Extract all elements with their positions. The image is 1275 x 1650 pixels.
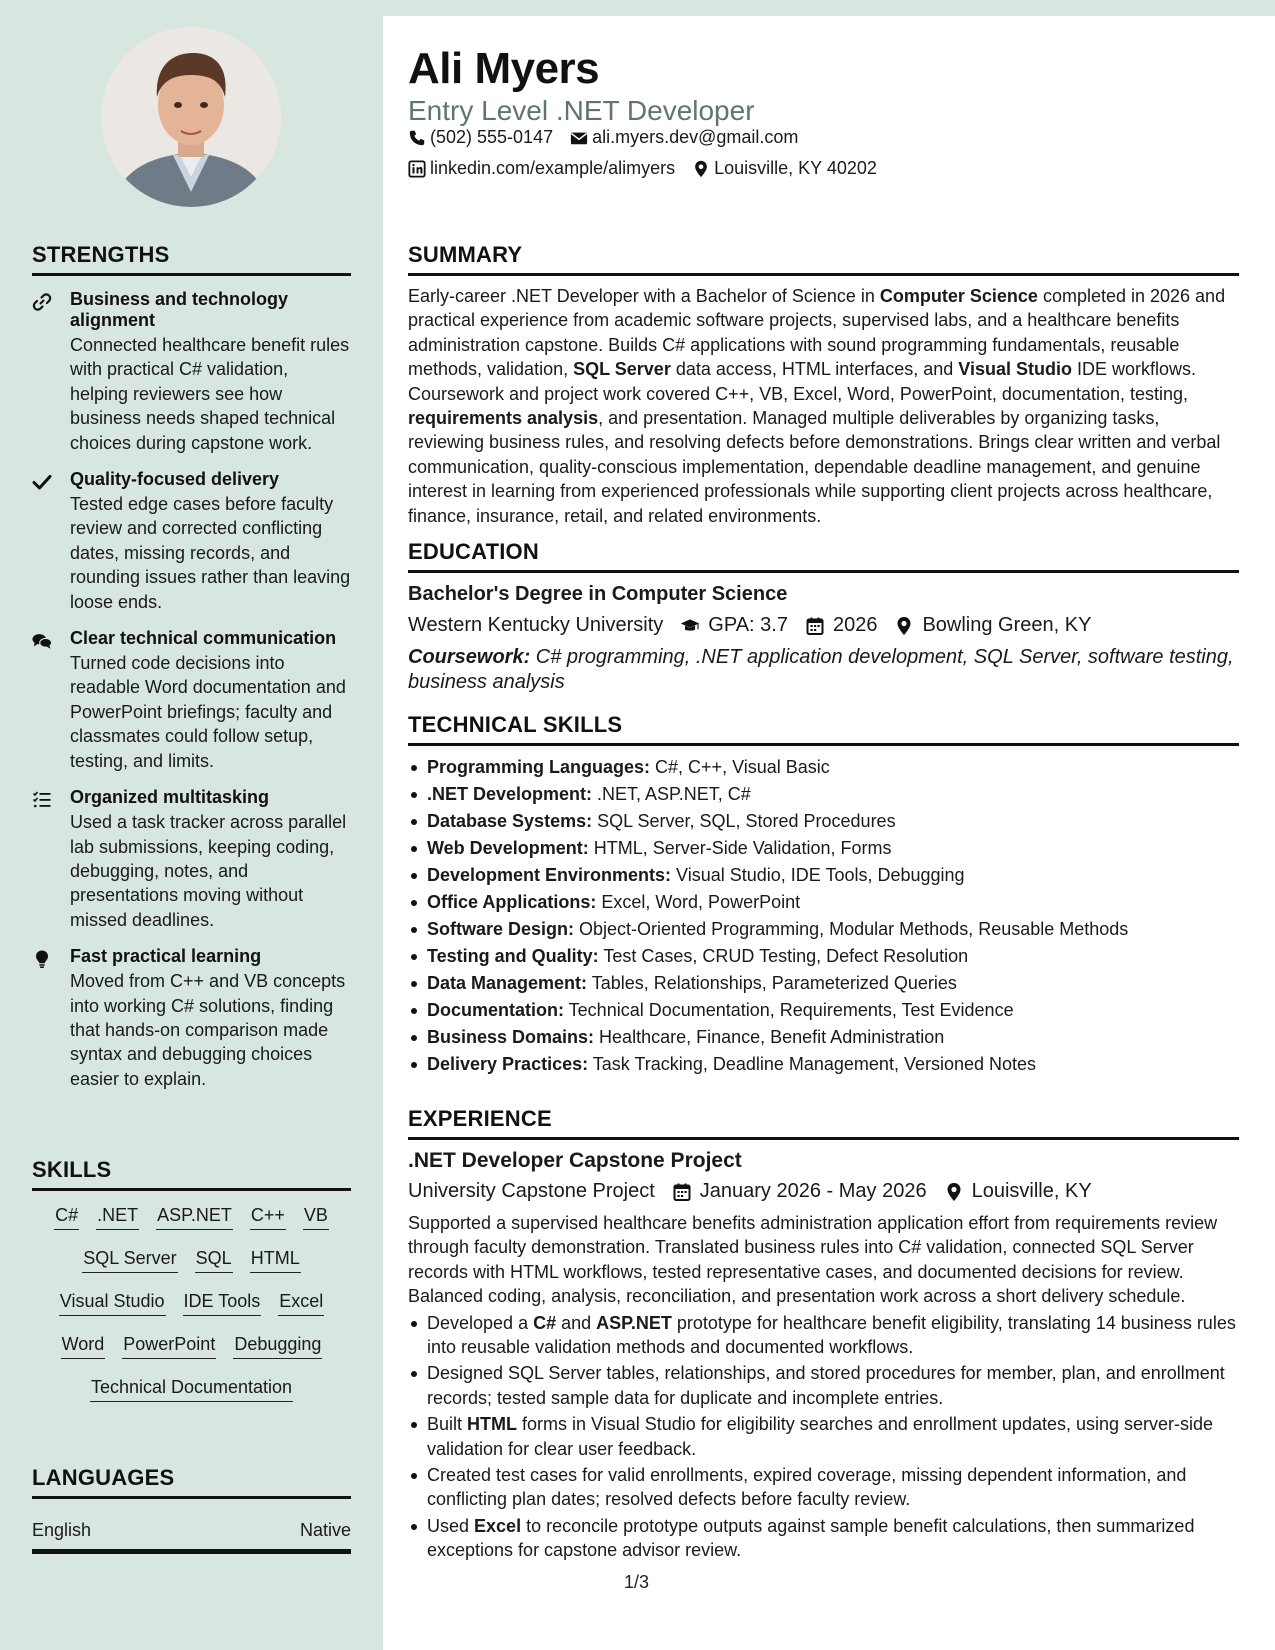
job-title: .NET Developer Capstone Project: [408, 1149, 742, 1172]
technical-skill-item: [408, 781, 1239, 808]
skill-chip: Excel: [278, 1289, 324, 1316]
lightbulb-icon: [32, 946, 70, 1091]
strength-item: [32, 628, 351, 773]
strengths-section: [32, 242, 351, 1105]
technical-skills-list: [408, 754, 1239, 1078]
skill-category: Delivery Practices:: [427, 1054, 589, 1074]
strength-description: Turned code decisions into readable Word documentation and PowerPoint briefings; faculty and classmates could follow setup, testing, and limits.: [70, 653, 346, 771]
summary-heading: SUMMARY: [408, 242, 1239, 276]
skill-chip: Debugging: [233, 1332, 322, 1359]
edu-location-item: [894, 614, 1091, 637]
technical-skill-item: [408, 862, 1239, 889]
year-item: [805, 614, 878, 637]
skill-category: Web Development:: [427, 838, 589, 858]
languages-heading: LANGUAGES: [32, 1465, 351, 1499]
profile-photo: [101, 27, 281, 207]
candidate-name: Ali Myers: [408, 44, 600, 93]
education-meta: [408, 614, 1239, 637]
text-run: data access, HTML interfaces, and: [670, 359, 959, 380]
technical-skill-item: [408, 808, 1239, 835]
page-number: 1/3: [624, 1572, 650, 1592]
skill-category: Data Management:: [427, 973, 588, 993]
technical-skill-item: [408, 997, 1239, 1024]
experience-section: [408, 1106, 1239, 1565]
strengths-list: [32, 289, 351, 1091]
skill-values: Technical Documentation, Requirements, Test Evidence: [564, 1000, 1014, 1020]
skill-category: Development Environments:: [427, 865, 672, 885]
skill-chip: Technical Documentation: [90, 1375, 293, 1402]
skill-values: Object-Oriented Programming, Modular Methods, Reusable Methods: [574, 919, 1129, 939]
job-bullet: [408, 1361, 1239, 1410]
skill-values: HTML, Server-Side Validation, Forms: [588, 838, 892, 858]
skill-category: Database Systems:: [427, 811, 593, 831]
candidate-title: Entry Level .NET Developer: [408, 95, 755, 126]
text-run: IDE workflows. Coursework and project work covered C++, VB, Excel, Word, PowerPoint, documentation, testing,: [408, 359, 1197, 404]
skill-chip: SQL: [195, 1246, 233, 1273]
skill-category: Office Applications:: [427, 892, 597, 912]
envelope-icon: [570, 129, 588, 147]
skill-chip: VB: [303, 1203, 329, 1230]
job-bullet: [408, 1311, 1239, 1360]
strength-title: Fast practical learning: [70, 946, 262, 967]
job-org: University Capstone Project: [408, 1180, 655, 1202]
strength-title: Clear technical communication: [70, 628, 337, 649]
skill-values: Task Tracking, Deadline Management, Versioned Notes: [588, 1054, 1037, 1074]
task-list-icon: [32, 787, 70, 932]
strength-description: Tested edge cases before faculty review and corrected conflicting dates, missing records, and rounding issues rather than leaving loose ends.: [70, 494, 351, 612]
text-run: Used: [427, 1515, 475, 1536]
bold-text: Excel: [474, 1515, 522, 1536]
bold-text: HTML: [467, 1414, 518, 1435]
summary-text: [408, 284, 1239, 528]
technical-skill-item: [408, 835, 1239, 862]
location-text: Louisville, KY 40202: [714, 158, 877, 178]
graduation-cap-icon: [680, 616, 700, 636]
profile-photo-illustration: [101, 27, 281, 207]
dates-item: [672, 1180, 927, 1203]
graduation-year: 2026: [832, 614, 878, 636]
skill-chip: PowerPoint: [122, 1332, 216, 1359]
skill-category: Documentation:: [427, 1000, 564, 1020]
skill-chip: HTML: [250, 1246, 301, 1273]
strength-body: [70, 787, 351, 932]
skill-chip: C++: [250, 1203, 286, 1230]
bold-text: SQL Server: [573, 359, 671, 380]
email-contact: [570, 127, 798, 148]
technical-skill-item: [408, 754, 1239, 781]
link-icon: [32, 289, 70, 455]
linkedin-contact: [408, 158, 675, 179]
job-meta: [408, 1180, 1239, 1203]
chat-icon: [32, 628, 70, 773]
skill-chip: Word: [61, 1332, 106, 1359]
bold-text: requirements analysis: [408, 408, 599, 429]
contact-row-2: [408, 158, 894, 179]
strength-body: [70, 469, 351, 614]
location-contact: [692, 158, 877, 179]
strength-title: Business and technology alignment: [70, 289, 289, 330]
school-name: Western Kentucky University: [408, 614, 664, 636]
check-icon: [32, 469, 70, 614]
technical-skill-item: [408, 889, 1239, 916]
job-bullet: [408, 1514, 1239, 1563]
strength-title: Organized multitasking: [70, 787, 270, 808]
job-description: Supported a supervised healthcare benefits administration application effort from requirements review through faculty demonstration. Translated business rules into C# validation, connected SQL Server records with HTML workflows, tested representative cases, and documented decisions for review. Balanced coding, analysis, reconciliation, and presentation work across a short delivery schedule.: [408, 1213, 1218, 1307]
strength-body: [70, 628, 351, 773]
coursework-label: Coursework:: [408, 646, 531, 668]
skill-category: Software Design:: [427, 919, 575, 939]
skill-values: C#, C++, Visual Basic: [650, 757, 830, 777]
skill-chip: C#: [54, 1203, 79, 1230]
skills-chips: [32, 1203, 351, 1402]
edu-location: Bowling Green, KY: [922, 614, 1092, 636]
bold-text: Computer Science: [879, 286, 1038, 306]
strength-item: [32, 787, 351, 932]
text-run: Built: [427, 1414, 468, 1435]
gpa-text: GPA: 3.7: [708, 614, 788, 636]
strength-description: Moved from C++ and VB concepts into working C# solutions, finding that hands-on comparison made syntax and debugging choices easier to explain.: [70, 971, 346, 1089]
map-pin-icon: [944, 1182, 964, 1202]
skills-section: [32, 1157, 351, 1402]
contact-row-1: [408, 127, 815, 148]
skill-chip: ASP.NET: [156, 1203, 233, 1230]
experience-heading: EXPERIENCE: [408, 1106, 1239, 1140]
summary-section: [408, 242, 1239, 528]
linkedin-icon: [408, 160, 426, 178]
map-pin-icon: [894, 616, 914, 636]
strength-description: Used a task tracker across parallel lab submissions, keeping coding, debugging, notes, and presentations moving without missed deadlines.: [70, 812, 347, 930]
strength-body: [70, 289, 351, 455]
email-text[interactable]: ali.myers.dev@gmail.com: [592, 127, 799, 147]
technical-skills-heading: TECHNICAL SKILLS: [408, 712, 1239, 746]
gpa-item: [680, 614, 788, 637]
skill-category: Business Domains:: [427, 1027, 595, 1047]
school-item: [408, 614, 663, 637]
skill-values: Excel, Word, PowerPoint: [596, 892, 801, 912]
text-run: Developed a: [427, 1312, 534, 1333]
calendar-icon: [805, 616, 825, 636]
text-run: Early-career .NET Developer with a Bachelor of Science in: [408, 286, 880, 306]
skill-values: .NET, ASP.NET, C#: [592, 784, 751, 804]
job-dates: January 2026 - May 2026: [699, 1180, 927, 1202]
education-section: [408, 539, 1239, 694]
skill-chip: Visual Studio: [59, 1289, 166, 1316]
phone-icon: [408, 129, 426, 147]
language-level: Native: [299, 1520, 351, 1540]
text-run: to reconcile prototype outputs against sample benefit calculations, then summarized exceptions for capstone advisor review.: [427, 1515, 1195, 1561]
text-run: Designed SQL Server tables, relationships, and stored procedures for member, plan, and enrollment records; tested sample data for duplicate and incomplete entries.: [427, 1363, 1225, 1408]
skill-values: Test Cases, CRUD Testing, Defect Resolution: [598, 946, 969, 966]
coursework: [408, 645, 1239, 694]
strengths-heading: STRENGTHS: [32, 242, 351, 276]
main-content: [383, 16, 1275, 1650]
job-bullets: [408, 1311, 1239, 1563]
job-bullet: [408, 1412, 1239, 1461]
bold-text: ASP.NET: [596, 1312, 672, 1333]
language-name: English: [32, 1520, 92, 1540]
org-item: [408, 1180, 655, 1203]
map-pin-icon: [692, 160, 710, 178]
technical-skills-section: [408, 712, 1239, 1078]
bold-text: C#: [533, 1312, 557, 1333]
skill-category: .NET Development:: [427, 784, 593, 804]
strength-item: [32, 946, 351, 1091]
technical-skill-item: [408, 1024, 1239, 1051]
degree-title: Bachelor's Degree in Computer Science: [408, 583, 788, 605]
technical-skill-item: [408, 943, 1239, 970]
technical-skill-item: [408, 1051, 1239, 1078]
text-run: prototype for healthcare benefit eligibility, translating 14 business rules into reusable validation methods and documented workflows.: [427, 1312, 1236, 1358]
strength-body: [70, 946, 351, 1091]
skill-values: Healthcare, Finance, Benefit Administration: [594, 1027, 945, 1047]
bold-text: Visual Studio: [958, 359, 1072, 380]
strength-item: [32, 289, 351, 455]
text-run: completed in 2026 and practical experience from academic software projects, supervised labs, and a healthcare benefits administration capstone. Builds C# applications with sound programming fundamentals, reusable methods, validation,: [408, 286, 1226, 380]
languages-section: [32, 1465, 351, 1554]
linkedin-text[interactable]: linkedin.com/example/alimyers: [430, 158, 676, 178]
phone-contact: [408, 127, 553, 148]
skill-chip: SQL Server: [82, 1246, 177, 1273]
skills-heading: SKILLS: [32, 1157, 351, 1191]
strength-title: Quality-focused delivery: [70, 469, 280, 490]
technical-skill-item: [408, 916, 1239, 943]
strength-item: [32, 469, 351, 614]
text-run: and: [556, 1312, 597, 1333]
phone-text[interactable]: (502) 555-0147: [430, 127, 554, 147]
skill-values: SQL Server, SQL, Stored Procedures: [592, 811, 896, 831]
text-run: Created test cases for valid enrollments, expired coverage, missing dependent information, and conflicting plan dates; resolved defects before faculty review.: [427, 1465, 1187, 1510]
strength-description: Connected healthcare benefit rules with practical C# validation, helping reviewers see how business needs shaped technical choices during capstone work.: [70, 335, 350, 453]
language-row: [32, 1520, 351, 1554]
technical-skill-item: [408, 970, 1239, 997]
calendar-icon: [672, 1182, 692, 1202]
education-heading: EDUCATION: [408, 539, 1239, 573]
coursework-text: C# programming, .NET application development, SQL Server, software testing, business analysis: [408, 646, 1234, 693]
skill-chip: .NET: [96, 1203, 139, 1230]
skill-values: Tables, Relationships, Parameterized Queries: [587, 973, 957, 993]
skill-category: Testing and Quality:: [427, 946, 599, 966]
job-location-item: [944, 1180, 1092, 1203]
job-bullet: [408, 1463, 1239, 1512]
skill-category: Programming Languages:: [427, 757, 651, 777]
job-location: Louisville, KY: [971, 1180, 1092, 1202]
skill-chip: IDE Tools: [183, 1289, 262, 1316]
text-run: forms in Visual Studio for eligibility searches and enrollment updates, using server-side validation for clear user feedback.: [427, 1414, 1214, 1459]
skill-values: Visual Studio, IDE Tools, Debugging: [671, 865, 965, 885]
text-run: , and presentation. Managed multiple deliverables by organizing tasks, reviewing business rules, and resolving defects before demonstrations. Brings clear written and verbal communication, quality-conscious implementation, dependable deadline management, and genuine interest in learning from experienced professionals while supporting client projects across healthcare, finance, insurance, retail, and related environments.: [408, 408, 1221, 526]
